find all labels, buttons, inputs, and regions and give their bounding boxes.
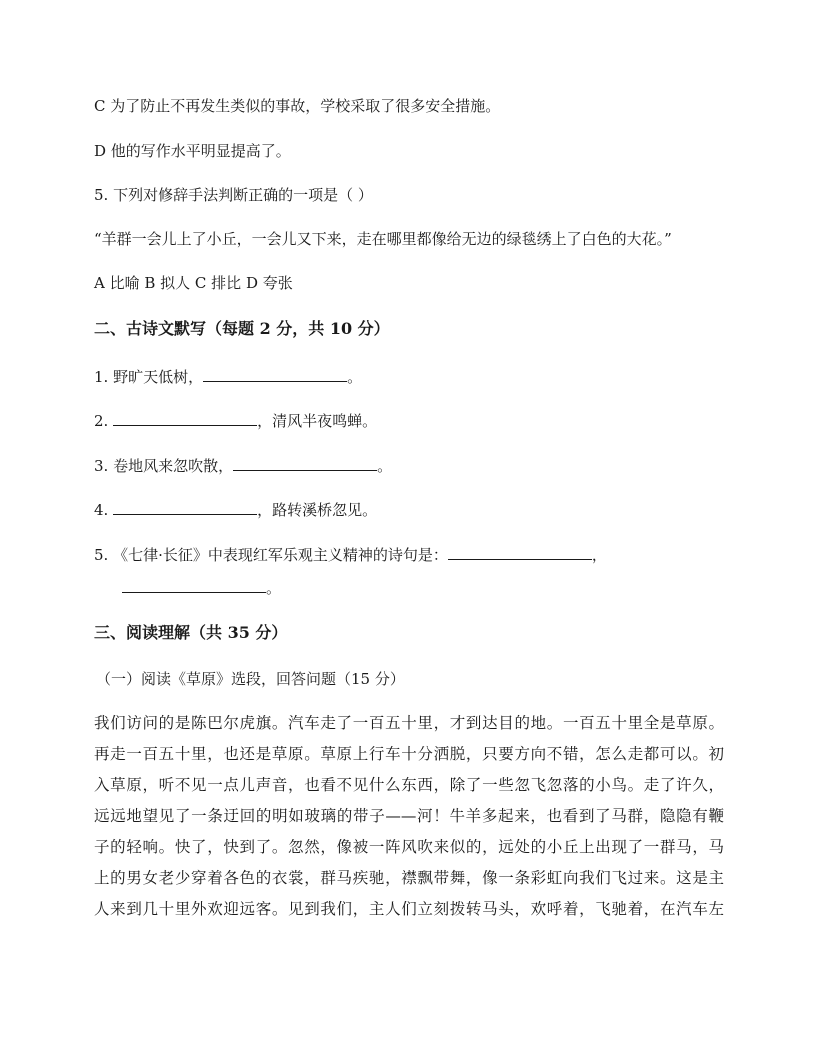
poem-question-3 xyxy=(94,456,392,476)
poem-question-1 xyxy=(94,367,362,387)
option-d: D 他的写作水平明显提高了。 xyxy=(94,142,291,160)
answer-blank[interactable] xyxy=(448,545,592,560)
reading-passage xyxy=(94,708,724,925)
poem-question-4 xyxy=(94,500,377,520)
passage-line: 再走一百五十里，也还是草原。草原上行车十分洒脱，只要方向不错，怎么走都可以。初 xyxy=(94,745,724,763)
answer-blank[interactable] xyxy=(233,456,377,471)
poem-q5-prefix: 5. 《七律·长征》中表现红军乐观主义精神的诗句是： xyxy=(94,546,448,564)
poem-q1-prefix: 1. 野旷天低树， xyxy=(94,368,204,386)
passage-line: 远远地望见了一条迂回的明如玻璃的带子——河！牛羊多起来，也看到了马群，隐隐有鞭 xyxy=(94,807,724,825)
answer-blank[interactable] xyxy=(113,411,257,426)
poem-q4-prefix: 4. xyxy=(94,501,114,519)
answer-blank[interactable] xyxy=(203,367,347,382)
answer-blank[interactable] xyxy=(113,500,257,515)
poem-q5-mid: ， xyxy=(591,546,607,564)
section-2-heading: 二、古诗文默写（每题 2 分，共 10 分） xyxy=(94,319,390,338)
poem-q4-suffix: ，路转溪桥忽见。 xyxy=(257,501,378,519)
poem-q1-suffix: 。 xyxy=(347,368,363,386)
passage-line: 我们访问的是陈巴尔虎旗。汽车走了一百五十里，才到达目的地。一百五十里全是草原。 xyxy=(94,714,724,732)
poem-q3-prefix: 3. 卷地风来忽吹散， xyxy=(94,457,234,475)
section-3-heading: 三、阅读理解（共 35 分） xyxy=(94,623,288,642)
passage-line: 人来到几十里外欢迎远客。见到我们，主人们立刻拨转马头，欢呼着，飞驰着，在汽车左 xyxy=(94,900,724,918)
reading-sub-heading: （一）阅读《草原》选段，回答问题（15 分） xyxy=(96,670,405,688)
answer-blank[interactable] xyxy=(122,578,266,593)
poem-question-5 xyxy=(94,545,607,565)
poem-question-5-cont xyxy=(122,578,281,598)
question-5-stem: 5. 下列对修辞手法判断正确的一项是（ ） xyxy=(94,186,373,204)
question-5-quote: “羊群一会儿上了小丘，一会儿又下来，走在哪里都像给无边的绿毯绣上了白色的大花。” xyxy=(94,230,672,248)
poem-q3-suffix: 。 xyxy=(377,457,393,475)
poem-q2-prefix: 2. xyxy=(94,412,114,430)
passage-line: 上的男女老少穿着各色的衣裳，群马疾驰，襟飘带舞，像一条彩虹向我们飞过来。这是主 xyxy=(94,869,724,887)
question-5-options: A 比喻 B 拟人 C 排比 D 夸张 xyxy=(94,274,293,292)
poem-q2-suffix: ，清风半夜鸣蝉。 xyxy=(257,412,378,430)
passage-line: 子的轻响。快了，快到了。忽然，像被一阵风吹来似的，远处的小丘上出现了一群马，马 xyxy=(94,838,724,856)
option-c: C 为了防止不再发生类似的事故，学校采取了很多安全措施。 xyxy=(94,97,501,115)
poem-question-2 xyxy=(94,411,377,431)
passage-line: 入草原，听不见一点儿声音，也看不见什么东西，除了一些忽飞忽落的小鸟。走了许久， xyxy=(94,776,724,794)
poem-q5-suffix: 。 xyxy=(266,579,282,597)
